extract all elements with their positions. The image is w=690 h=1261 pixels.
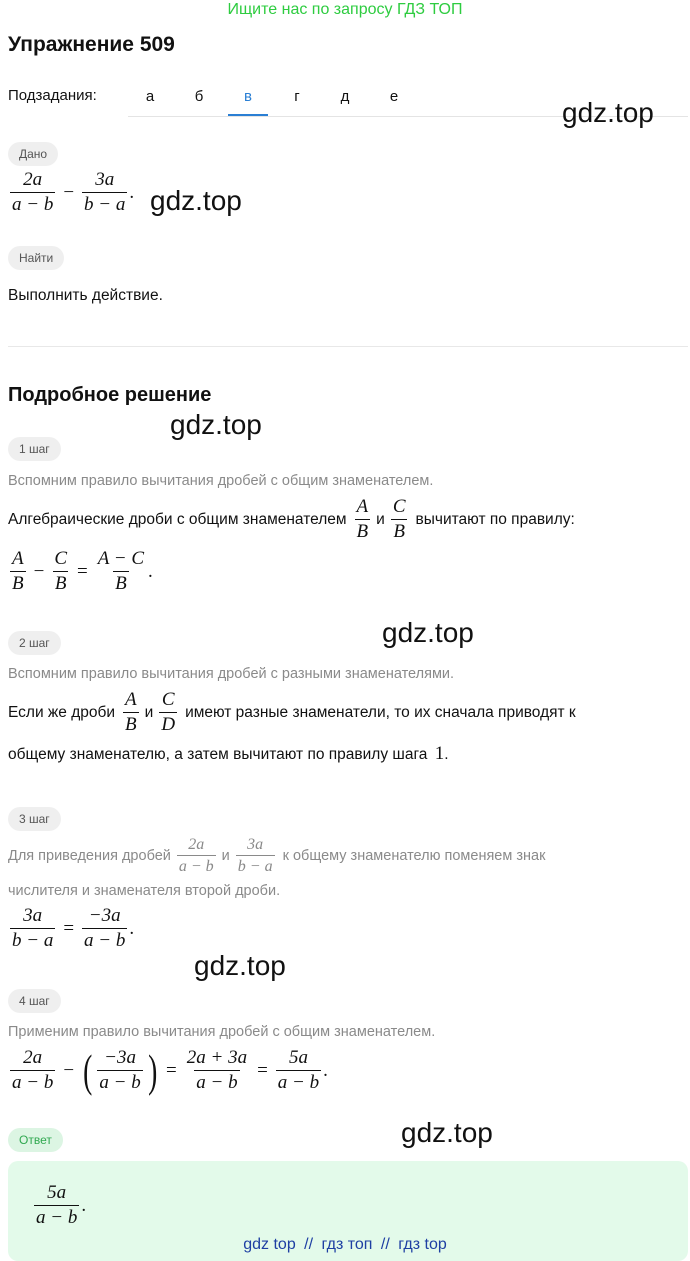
left-paren: ( xyxy=(83,1044,93,1096)
tab-a[interactable]: а xyxy=(145,88,155,105)
watermark: gdz.top xyxy=(194,950,286,981)
step-3-badge: 3 шаг xyxy=(8,807,61,831)
fraction: $\frac{C}{B}$ xyxy=(54,548,68,594)
given-badge: Дано xyxy=(8,142,58,166)
fraction: $\frac{3a}{b - a}$ xyxy=(237,836,273,875)
given-expression: $\frac{2a}{a - b}$ − $\frac{3a}{b - a}$ . xyxy=(12,169,135,215)
fraction: $\frac{2a}{a - b}$ xyxy=(178,836,214,875)
footer-separator: // xyxy=(380,1236,390,1253)
footer-link[interactable]: гдз топ xyxy=(321,1236,373,1253)
fraction: $\frac{A}{B}$ xyxy=(356,496,369,542)
step-2-text: Если же дроби $\frac{A}{B}$ и $\frac{C}{D}$ имеют разные знаменатели, то их сначала приводят к xyxy=(8,689,576,735)
fraction: $\frac{A - C}{B}$ xyxy=(97,548,144,594)
step-1-badge: 1 шаг xyxy=(8,437,61,461)
tab-e[interactable]: е xyxy=(389,88,399,105)
step-2-hint: Вспомним правило вычитания дробей с разными знаменателями. xyxy=(8,666,455,682)
step-1-formula: $\frac{A}{B}$ − $\frac{C}{B}$ = $\frac{A - C}{B}$ . xyxy=(12,548,153,594)
fraction: $\frac{C}{B}$ xyxy=(392,496,406,542)
page-title: Упражнение 509 xyxy=(8,33,175,56)
step-3-formula: $\frac{3a}{b - a}$ = $\frac{-3a}{a - b}$ . xyxy=(12,905,135,951)
tab-g[interactable]: г xyxy=(294,88,300,105)
answer-expression: $\frac{5a}{a - b}$ . xyxy=(36,1182,87,1228)
fraction: $\frac{A}{B}$ xyxy=(12,548,24,594)
step-1-hint: Вспомним правило вычитания дробей с общим знаменателем. xyxy=(8,473,434,489)
right-paren: ) xyxy=(147,1044,157,1096)
watermark: gdz.top xyxy=(170,409,262,440)
step-4-hint: Применим правило вычитания дробей с общим знаменателем. xyxy=(8,1024,436,1040)
tab-d[interactable]: д xyxy=(340,88,350,105)
fraction: $\frac{-3a}{a - b}$ xyxy=(84,905,126,951)
watermark: gdz.top xyxy=(382,617,474,648)
step-2-badge: 2 шаг xyxy=(8,631,61,655)
tab-b[interactable]: б xyxy=(194,88,204,105)
subtasks-label: Подзадания: xyxy=(8,87,97,104)
fraction: $\frac{A}{B}$ xyxy=(125,689,137,735)
divider xyxy=(8,346,688,347)
fraction: $\frac{2a + 3a}{a - b}$ xyxy=(186,1047,248,1093)
fraction: $\frac{5a}{a - b}$ xyxy=(36,1182,78,1228)
find-badge: Найти xyxy=(8,246,64,270)
footer-separator: // xyxy=(304,1236,314,1253)
fraction: $\frac{5a}{a - b}$ xyxy=(277,1047,320,1093)
step-3-hint-line2: числителя и знаменателя второй дроби. xyxy=(8,883,281,899)
fraction: $\frac{2a}{a - b}$ xyxy=(12,1047,54,1093)
watermark: gdz.top xyxy=(150,185,242,216)
step-4-badge: 4 шаг xyxy=(8,989,61,1013)
find-text: Выполнить действие. xyxy=(8,287,163,304)
fraction: $\frac{2a}{a - b}$ xyxy=(12,169,54,215)
solution-heading: Подробное решение xyxy=(8,384,212,406)
watermark: gdz.top xyxy=(562,97,654,128)
step-2-text-line2: общему знаменателю, а затем вычитают по правилу шага 1. xyxy=(8,743,449,764)
fraction: $\frac{-3a}{a - b}$ xyxy=(99,1047,141,1093)
footer-link[interactable]: gdz top xyxy=(243,1236,296,1253)
footer-link[interactable]: гдз top xyxy=(398,1236,447,1253)
fraction: $\frac{C}{D}$ xyxy=(161,689,176,735)
tab-v-active[interactable]: в xyxy=(228,80,268,116)
step-3-hint: Для приведения дробей $\frac{2a}{a - b}$ и $\frac{3a}{b - a}$ к общему знаменателю поменяем знак xyxy=(8,836,546,875)
fraction: $\frac{3a}{b - a}$ xyxy=(12,905,54,951)
step-4-formula: $\frac{2a}{a - b}$ − ( $\frac{-3a}{a - b}$ ) = $\frac{2a + 3a}{a - b}$ = $\frac{5a}{a - b}$ . xyxy=(12,1044,328,1096)
step-1-text: Алгебраические дроби с общим знаменателем $\frac{A}{B}$ и $\frac{C}{B}$ вычитают по правилу: xyxy=(8,496,575,542)
top-banner: Ищите нас по запросу ГДЗ ТОП xyxy=(227,1,463,18)
footer-links xyxy=(0,1236,690,1254)
answer-badge: Ответ xyxy=(8,1128,63,1152)
fraction: $\frac{3a}{b - a}$ xyxy=(84,169,126,215)
watermark: gdz.top xyxy=(401,1117,493,1148)
